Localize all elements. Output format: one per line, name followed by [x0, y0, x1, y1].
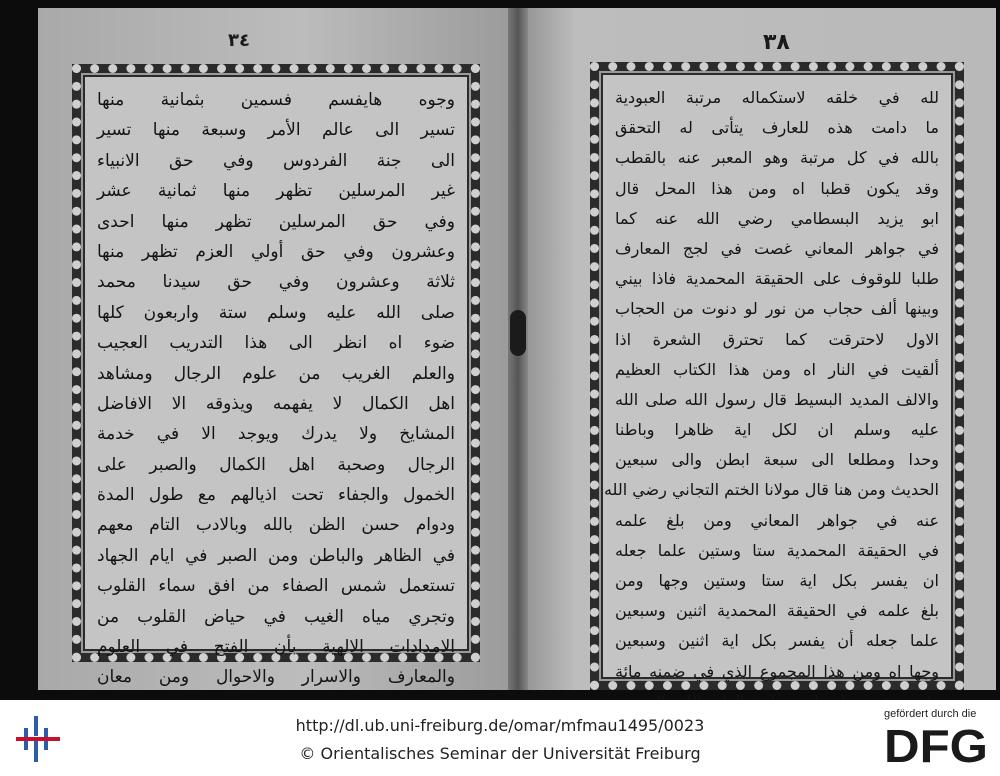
right-page-border-frame: [590, 62, 964, 690]
manuscript-line: ما دامت هذه للعارف يتأتى له التحقق: [615, 118, 939, 138]
footer-url-link[interactable]: http://dl.ub.uni-freiburg.de/omar/mfmau1495/0023: [295, 716, 705, 735]
manuscript-line: الرجال وصحبة اهل الكمال والصبر على: [97, 454, 455, 475]
manuscript-line: والعلم الغريب من علوم الرجال ومشاهد: [97, 363, 455, 384]
dfg-logo-icon: [884, 720, 992, 772]
manuscript-line: علما جعله أن يفسر بكل اية اثنين وسبعين: [615, 631, 939, 651]
manuscript-line: طلبا للوقوف على الحقيقة المحمدية فاذا بيني: [615, 269, 939, 289]
manuscript-line: وعشرون وفي حق أولي العزم تظهر منها: [97, 241, 455, 262]
manuscript-line: وقد يكون قطبا اه ومن هذا المحل قال: [615, 178, 939, 198]
right-page-text: [603, 83, 939, 681]
manuscript-line: وبينها ألف حجاب من نور لو دنوت من الحجاب: [615, 299, 939, 319]
manuscript-line: الحديث ومن هنا قال مولانا الختم التجاني رضي الله: [603, 480, 939, 500]
manuscript-line: ضوء اه انظر الى هذا التدريب العجيب: [97, 333, 455, 354]
dfg-funding-note: gefördert durch die: [884, 708, 977, 720]
manuscript-line: صلى الله عليه وسلم ستة واربعون كلها: [97, 302, 455, 323]
footer-copyright: © Orientalisches Seminar der Universität Freiburg: [299, 744, 701, 763]
manuscript-line: ثلاثة وعشرون وفي حق سيدنا محمد: [97, 272, 455, 293]
manuscript-line: وجها اه ومن هذا المجموع الذي في ضمنه مائة: [615, 661, 939, 681]
manuscript-line: في جواهر المعاني غصت في لجج المعارف: [615, 238, 939, 258]
manuscript-line: والمعارف والاسرار والاحوال ومن معان: [97, 667, 455, 688]
manuscript-line: وتجري مياه الغيب في حياض القلوب من: [97, 606, 455, 627]
manuscript-line: ودوام حسن الظن بالله وبالادب التام معهم: [97, 515, 455, 536]
manuscript-line: وجوه هايفسم فسمين بثمانية منها: [97, 90, 455, 110]
binding-clip: [510, 310, 526, 356]
left-page-number: ٣٤: [228, 30, 250, 51]
manuscript-line: بالله في كل مرتبة وهو المعبر عنه بالقطب: [615, 148, 939, 168]
manuscript-line: وفي حق المرسلين تظهر منها احدى: [97, 211, 455, 232]
manuscript-line: اهل الكمال لا يفهمه ويذوقه الا الافاضل: [97, 393, 455, 414]
manuscript-line: والالف المديد البسيط قال رسول الله صلى الله: [615, 389, 939, 409]
manuscript-line: المشايخ ولا يدرك ويوجد الا في خدمة: [97, 424, 455, 445]
manuscript-line: ابو يزيد البسطامي رضي الله عنه كما: [615, 208, 939, 228]
right-page-number: ٣٨: [763, 30, 790, 55]
manuscript-line: في الظاهر والباطن ومن الصبر في ايام الجهاد: [97, 545, 455, 566]
manuscript-line: الخمول والجفاء تحت اذيالهم مع طول المدة: [97, 485, 455, 506]
left-page-border-frame: [72, 64, 480, 688]
footer: [0, 700, 1000, 776]
left-page: [38, 8, 518, 690]
manuscript-line: غير المرسلين تظهر منها ثمانية عشر: [97, 181, 455, 202]
dfg-logo-text: DFG: [884, 720, 988, 772]
manuscript-line: عليه وسلم ان لكل اية ظاهرا وباطنا: [615, 420, 939, 440]
manuscript-line: بلغ علمه في الحقيقة المحمدية اثنين وسبعين: [615, 601, 939, 621]
manuscript-line: تسير الى عالم الأمر وسبعة منها تسير: [97, 120, 455, 141]
manuscript-line: تستعمل شمس الصفاء من افق سماء القلوب: [97, 576, 455, 597]
left-page-text: [97, 85, 455, 688]
manuscript-line: في الحقيقة المحمدية ستا وستين علما جعله: [615, 540, 939, 560]
manuscript-line: الامدادات الالهية بأن الفتح في العلوم: [97, 637, 455, 658]
manuscript-line: الاول لاحترقت كما تحترق الشعرة اذا: [615, 329, 939, 349]
manuscript-line: لله في خلقه لاستكماله مرتبة العبودية: [615, 88, 939, 107]
manuscript-line: وحدا ومطلعا الى سبعة ابطن والى سبعين: [615, 450, 939, 470]
manuscript-line: عنه في جواهر المعاني ومن بلغ علمه: [615, 510, 939, 530]
manuscript-line: ألقيت في النار اه ومن هذا الكتاب العظيم: [615, 359, 939, 379]
manuscript-line: الى جنة الفردوس وفي حق الانبياء: [97, 150, 455, 171]
right-page: [518, 8, 996, 690]
manuscript-line: ان يفسر بكل اية ستا وستين وجها ومن: [615, 571, 939, 590]
